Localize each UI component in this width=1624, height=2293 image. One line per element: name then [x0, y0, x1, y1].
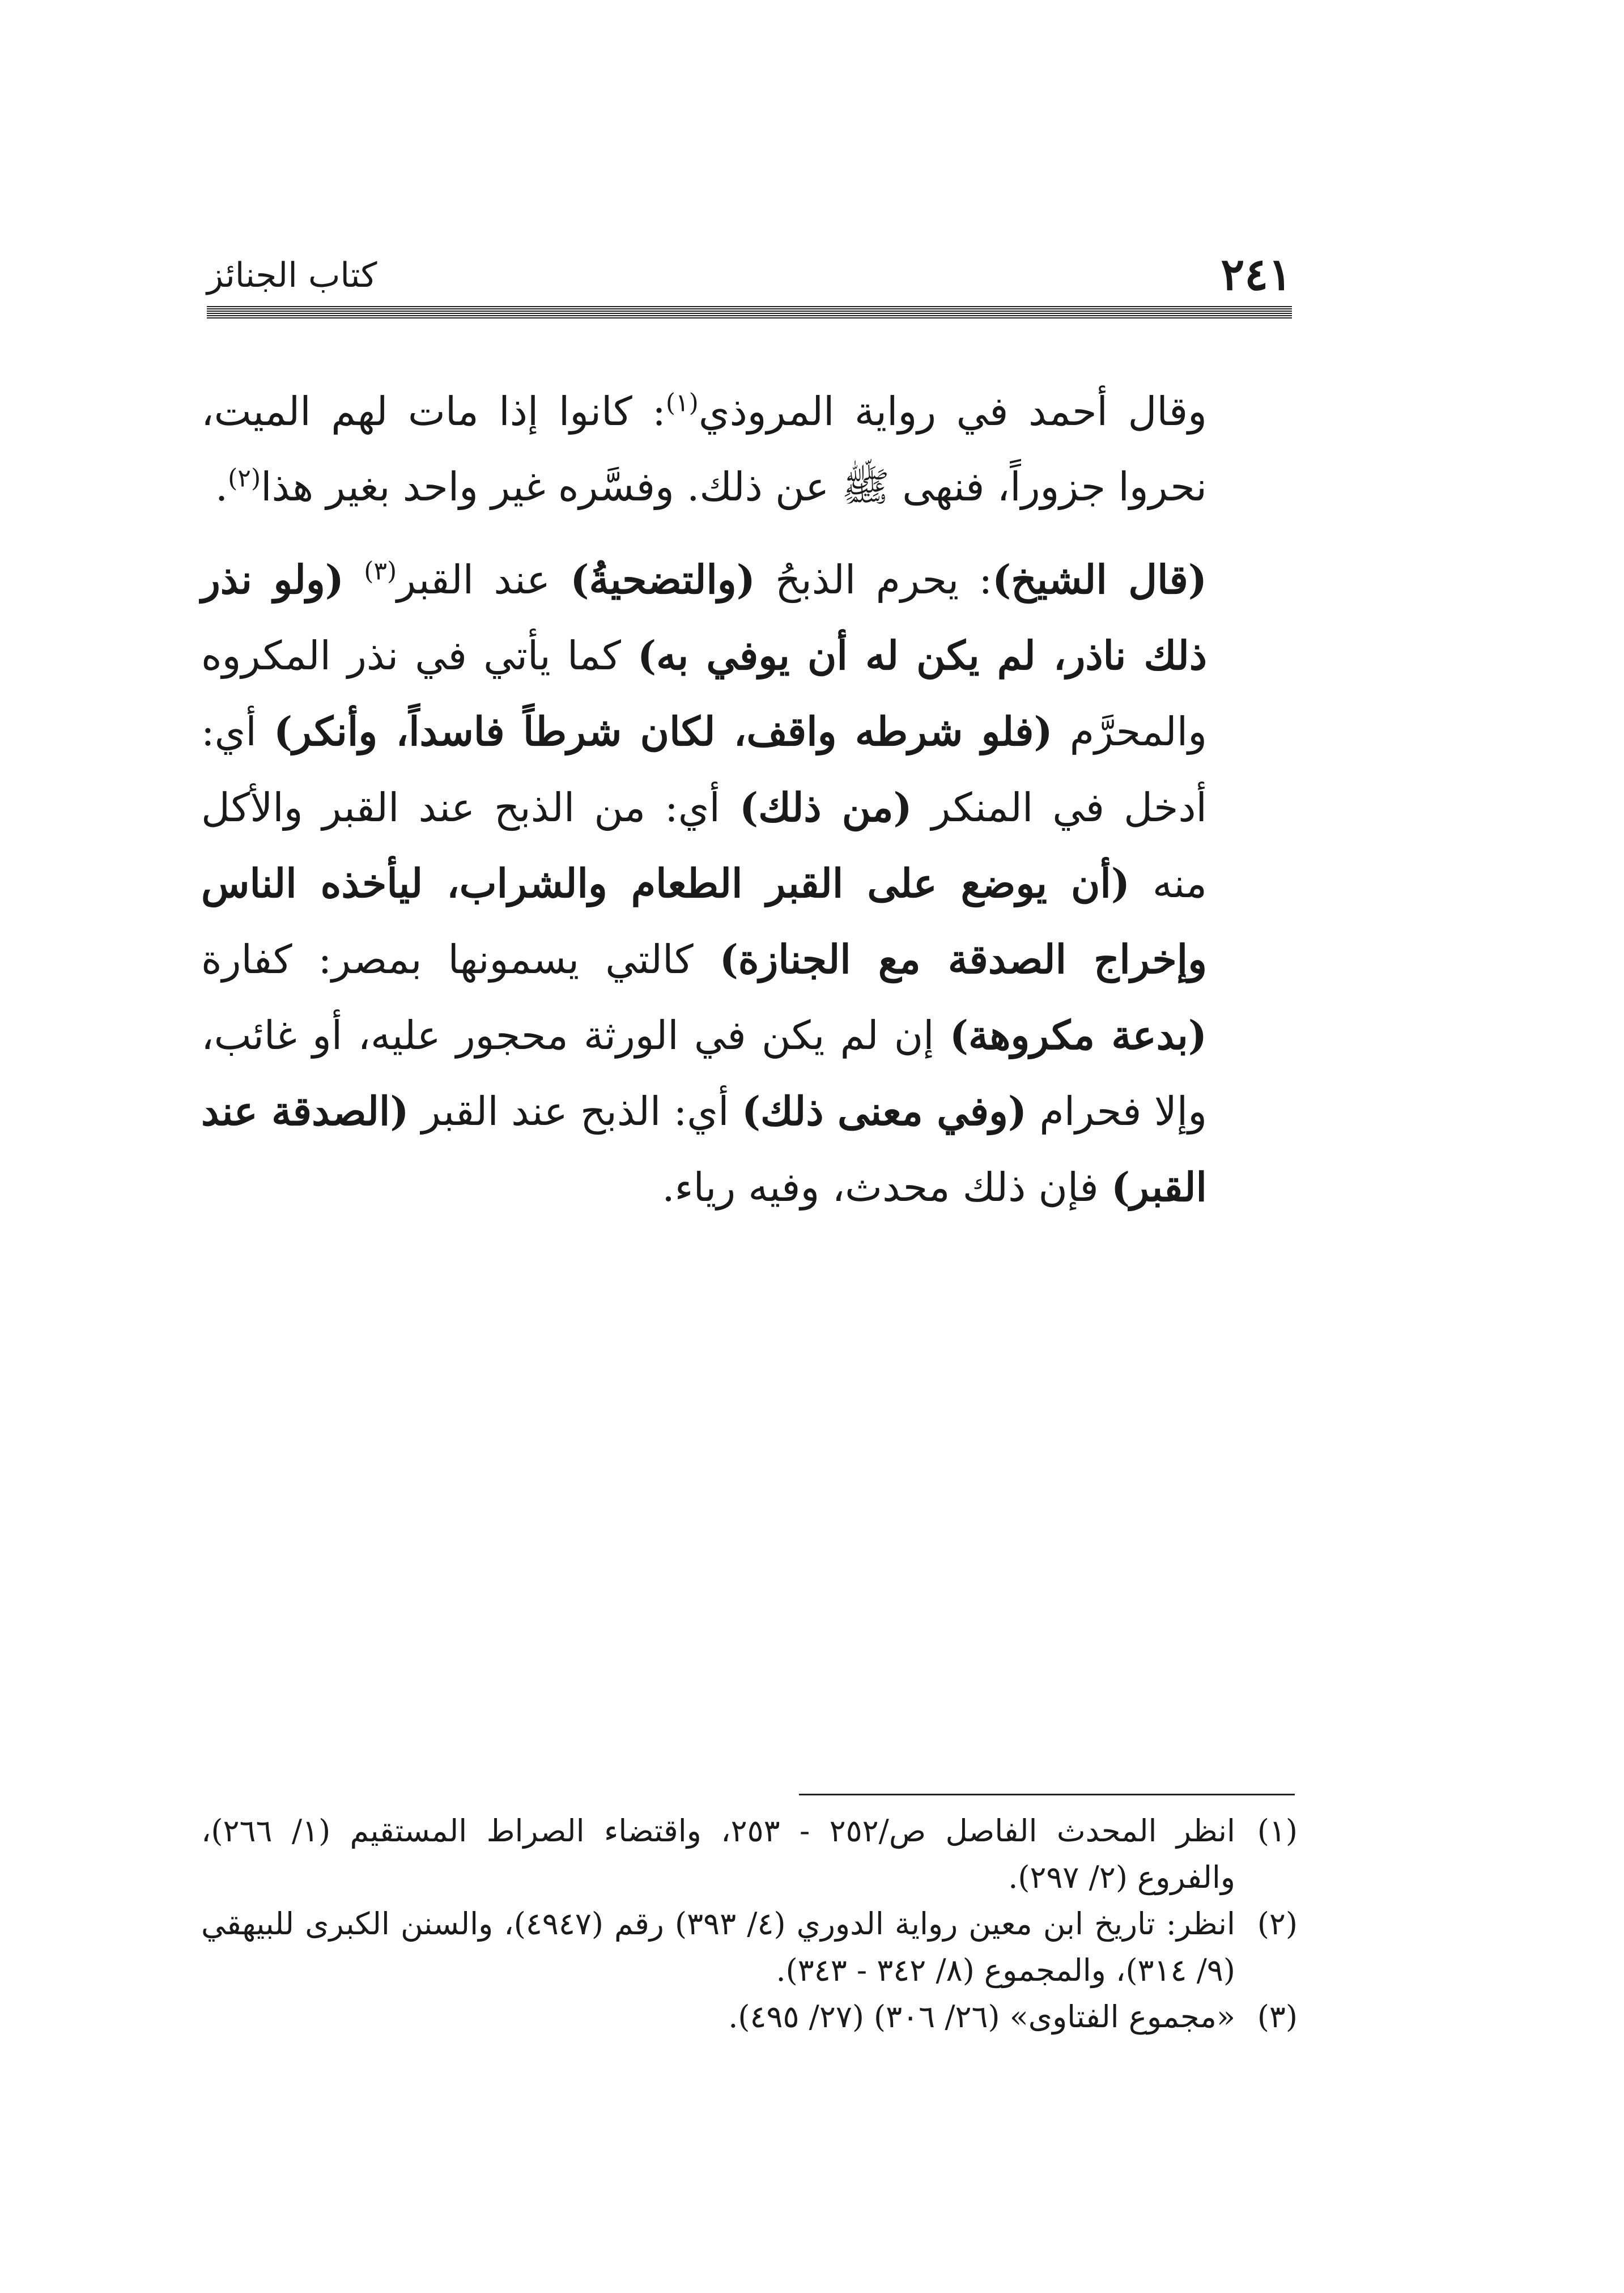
text-run: أي: الذبح عند القبر [409, 1088, 742, 1135]
matn-quote: (والتضحيةُ) [570, 556, 755, 603]
footnotes [201, 1808, 1298, 2040]
paragraph-shaykh-commentary [201, 542, 1298, 1225]
footnote-ref-3: (٣) [364, 557, 397, 586]
matn-quote: (وفي معنى ذلك) [741, 1088, 1027, 1135]
footnote-number: (٣) [1257, 1999, 1298, 2035]
paragraph-ahmad-narration [201, 374, 1298, 525]
text-run: : يحرم الذبحُ [755, 557, 993, 603]
footnote-ref-1: (١) [665, 388, 699, 418]
text-run: كالتي يسمونها بمصر: كفارة [201, 936, 720, 983]
text-run: : كانوا إذا مات لهم الميت، نحروا جزوراً، فنهى ﷺ عن ذلك. وفسَّره غير واحد بغير هذا [201, 388, 1207, 510]
main-text [201, 374, 1298, 1225]
matn-quote: (من ذلك) [739, 784, 912, 831]
page-header [207, 249, 1292, 300]
footnote-text: «مجموع الفتاوى» (٢٦/ ٣٠٦) (٢٧/ ٤٩٥). [728, 1999, 1235, 2035]
matn-quote: (أن يوضع على القبر الطعام والشراب، ليأخذه الناس وإخراج الصدقة مع الجنازة) [201, 860, 1207, 983]
text-run: فإن ذلك محدث، وفيه رياء. [662, 1164, 1111, 1211]
footnote-number: (١) [1257, 1813, 1298, 1849]
text-run: أي: من الذبح عند القبر والأكل منه [201, 784, 1207, 907]
footnote-1 [201, 1808, 1298, 1901]
text-run: أي: أدخل في المنكر [201, 708, 1208, 831]
matn-quote: (بدعة مكروهة) [949, 1012, 1208, 1059]
text-run: عند القبر [397, 557, 571, 603]
footnote-2 [201, 1901, 1298, 1994]
matn-quote: (الصدقة عند القبر) [201, 1088, 1207, 1211]
footnote-separator [799, 1794, 1295, 1795]
footnote-3 [201, 1994, 1298, 2040]
text-run: . [215, 464, 228, 510]
text-run: وقال أحمد في رواية المروذي [698, 388, 1207, 435]
matn-quote: (ولو نذر ذلك ناذر، لم يكن له أن يوفي به) [201, 556, 1207, 679]
header-rule [207, 306, 1292, 319]
running-title: كتاب الجنائز [207, 256, 377, 295]
matn-quote: (قال الشيخ) [992, 556, 1207, 603]
footnote-number: (٢) [1257, 1906, 1298, 1942]
footnote-text: انظر: تاريخ ابن معين رواية الدوري (٤/ ٣٩٣) رقم (٤٩٤٧)، والسنن الكبرى للبيهقي (٩/ ٣١٤)، والمجموع (٨/ ٣٤٢ - ٣٤٣). [201, 1906, 1236, 1988]
text-run: إن لم يكن في الورثة محجور عليه، أو غائب، وإلا فحرام [201, 1012, 1207, 1135]
footnote-text: انظر المحدث الفاصل ص/٢٥٢ - ٢٥٣، واقتضاء الصراط المستقيم (١/ ٢٦٦)، والفروع (٢/ ٢٩٧). [201, 1813, 1236, 1895]
footnote-ref-2: (٢) [228, 464, 261, 493]
matn-quote: (فلو شرطه واقف، لكان شرطاً فاسداً، وأنكر) [274, 708, 1053, 755]
page-number: ٢٤١ [1221, 249, 1292, 300]
text-run [344, 557, 364, 603]
text-run: كما يأتي في نذر المكروه والمحرَّم [201, 632, 1207, 755]
